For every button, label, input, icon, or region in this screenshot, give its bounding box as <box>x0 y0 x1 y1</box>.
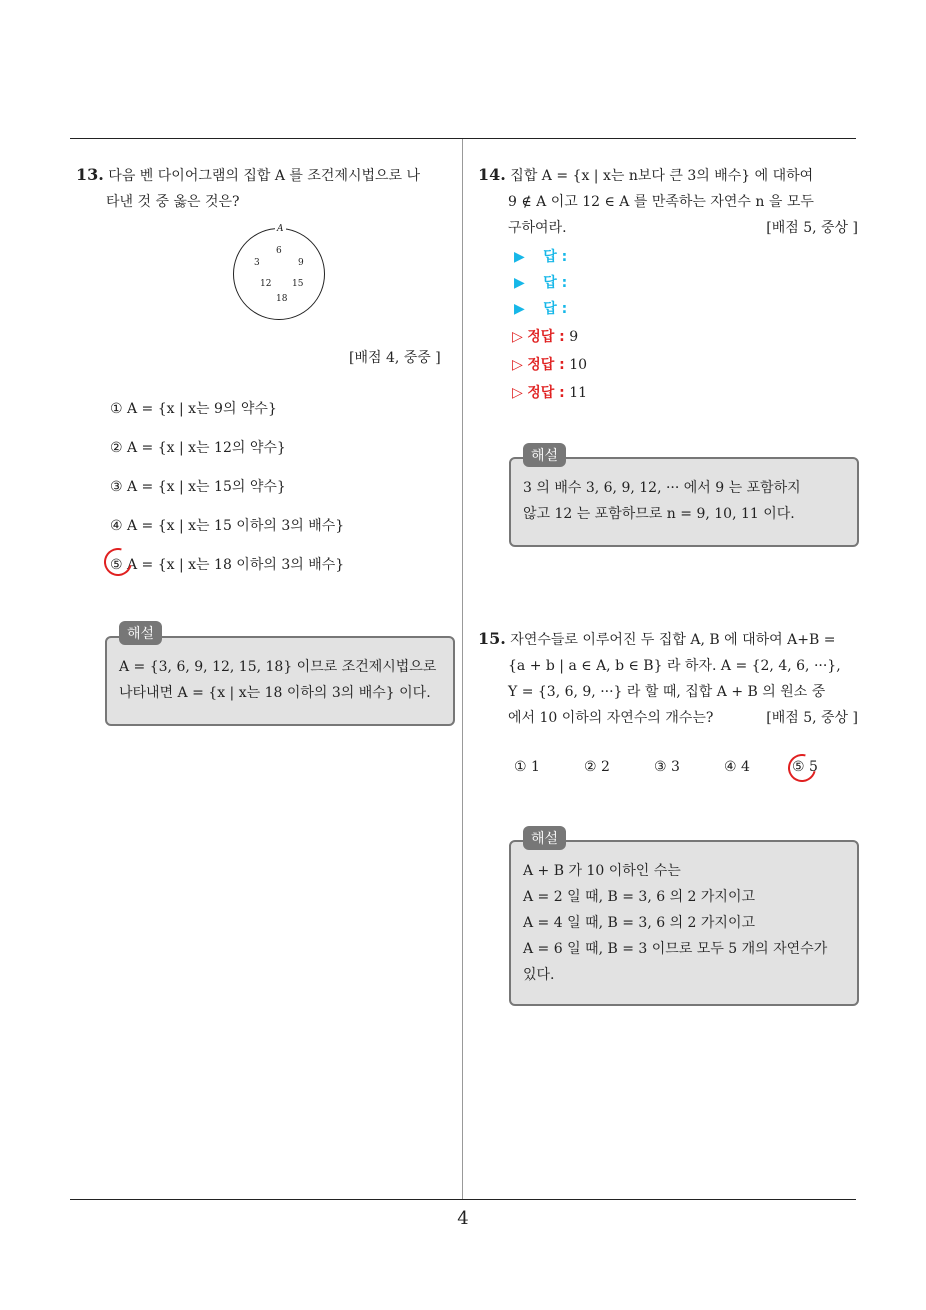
explanation-line: A + B 가 10 이하인 수는 <box>523 863 681 879</box>
correct-answer-row <box>512 326 578 346</box>
correct-value: 9 <box>569 329 579 345</box>
q13-choice-3[interactable]: ③ A = {x | x는 15의 약수} <box>110 479 286 495</box>
question-text-line3: 구하여라. <box>508 220 567 236</box>
play-arrow-icon: ▶ <box>514 301 525 317</box>
q14-explanation-tab: 해설 <box>523 443 566 467</box>
question-text-line1: 집합 A = {x | x는 n보다 큰 3의 배수} 에 대하여 <box>510 168 814 184</box>
answer-label: 답 : <box>543 249 568 265</box>
venn-diagram <box>233 224 325 320</box>
question-text-line1: 자연수들로 이루어진 두 집합 A, B 에 대하여 A+B = <box>510 632 836 648</box>
explanation-line: A = 6 일 때, B = 3 이므로 모두 5 개의 자연수가 <box>523 941 828 957</box>
explanation-line: A = {3, 6, 9, 12, 15, 18} 이므로 조건제시법으로 <box>119 659 437 675</box>
question-number: 13. <box>76 165 104 184</box>
q15-choice-4[interactable]: ④ 4 <box>724 759 750 775</box>
answer-label: 답 : <box>543 275 568 291</box>
venn-label: A <box>277 224 284 234</box>
page-number: 4 <box>457 1208 469 1229</box>
q15-explanation-box <box>509 840 859 1006</box>
play-arrow-icon: ▶ <box>514 275 525 291</box>
venn-set-circle <box>233 228 325 320</box>
venn-element: 18 <box>276 294 288 304</box>
q15-choice-1[interactable]: ① 1 <box>514 759 540 775</box>
correct-value: 11 <box>569 385 588 401</box>
q13-explanation-tab: 해설 <box>119 621 162 645</box>
question-text-line1: 다음 벤 다이어그램의 집합 A 를 조건제시법으로 나 <box>108 168 421 184</box>
q15-choice-3[interactable]: ③ 3 <box>654 759 680 775</box>
q13-explanation-box <box>105 636 455 726</box>
venn-element: 9 <box>298 258 304 268</box>
explanation-line: 3 의 배수 3, 6, 9, 12, ··· 에서 9 는 포함하지 <box>523 480 801 496</box>
question-14 <box>478 162 858 241</box>
correct-value: 10 <box>569 357 588 373</box>
q13-choice-1[interactable]: ① A = {x | x는 9의 약수} <box>110 401 277 417</box>
q14-explanation-box <box>509 457 859 547</box>
outline-triangle-icon: ▷ <box>512 357 523 373</box>
explanation-line: 않고 12 는 포함하므로 n = 9, 10, 11 이다. <box>523 506 795 522</box>
play-arrow-icon: ▶ <box>514 249 525 265</box>
question-15 <box>478 626 858 731</box>
question-13 <box>76 162 456 215</box>
venn-element: 6 <box>276 246 282 256</box>
question-text-line4: 에서 10 이하의 자연수의 개수는? <box>508 710 714 726</box>
outline-triangle-icon: ▷ <box>512 329 523 345</box>
q13-choice-5[interactable]: ⑤ A = {x | x는 18 이하의 3의 배수} <box>110 557 345 573</box>
q15-explanation-tab: 해설 <box>523 826 566 850</box>
top-rule <box>70 138 856 139</box>
question-text-line2: {a + b | a ∈ A, b ∈ B} 라 하자. A = {2, 4, 6, ···}, <box>508 658 841 674</box>
correct-label: 정답 : <box>527 385 565 401</box>
question-text-line3: Y = {3, 6, 9, ···} 라 할 때, 집합 A + B 의 원소 중 <box>508 684 826 700</box>
q13-choice-4[interactable]: ④ A = {x | x는 15 이하의 3의 배수} <box>110 518 345 534</box>
correct-answer-row <box>512 354 587 374</box>
question-number: 15. <box>478 629 506 648</box>
venn-element: 3 <box>254 258 260 268</box>
venn-element: 12 <box>260 279 272 289</box>
q15-score-meta: [배점 5, 중상 ] <box>766 710 858 726</box>
explanation-line: 나타내면 A = {x | x는 18 이하의 3의 배수} 이다. <box>119 685 431 701</box>
answer-row[interactable] <box>514 246 567 266</box>
answer-row[interactable] <box>514 272 567 292</box>
correct-label: 정답 : <box>527 329 565 345</box>
q15-choice-2[interactable]: ② 2 <box>584 759 610 775</box>
answer-label: 답 : <box>543 301 568 317</box>
answer-row[interactable] <box>514 298 567 318</box>
q14-score-meta: [배점 5, 중상 ] <box>766 220 858 236</box>
q13-choice-2[interactable]: ② A = {x | x는 12의 약수} <box>110 440 286 456</box>
outline-triangle-icon: ▷ <box>512 385 523 401</box>
q15-choice-5[interactable]: ⑤ 5 <box>792 759 818 775</box>
explanation-line: A = 2 일 때, B = 3, 6 의 2 가지이고 <box>523 889 756 905</box>
explanation-line: A = 4 일 때, B = 3, 6 의 2 가지이고 <box>523 915 756 931</box>
explanation-line: 있다. <box>523 967 555 983</box>
correct-answer-mark-icon <box>783 749 821 787</box>
venn-element: 15 <box>292 279 304 289</box>
column-divider <box>462 139 463 1199</box>
question-number: 14. <box>478 165 506 184</box>
correct-label: 정답 : <box>527 357 565 373</box>
q13-score-meta: [배점 4, 중중 ] <box>349 350 441 366</box>
correct-answer-row <box>512 382 587 402</box>
bottom-rule <box>70 1199 856 1200</box>
correct-answer-mark-icon <box>99 543 137 581</box>
question-text-line2: 타낸 것 중 옳은 것은? <box>106 194 240 210</box>
question-text-line2: 9 ∉ A 이고 12 ∈ A 를 만족하는 자연수 n 을 모두 <box>508 194 814 210</box>
